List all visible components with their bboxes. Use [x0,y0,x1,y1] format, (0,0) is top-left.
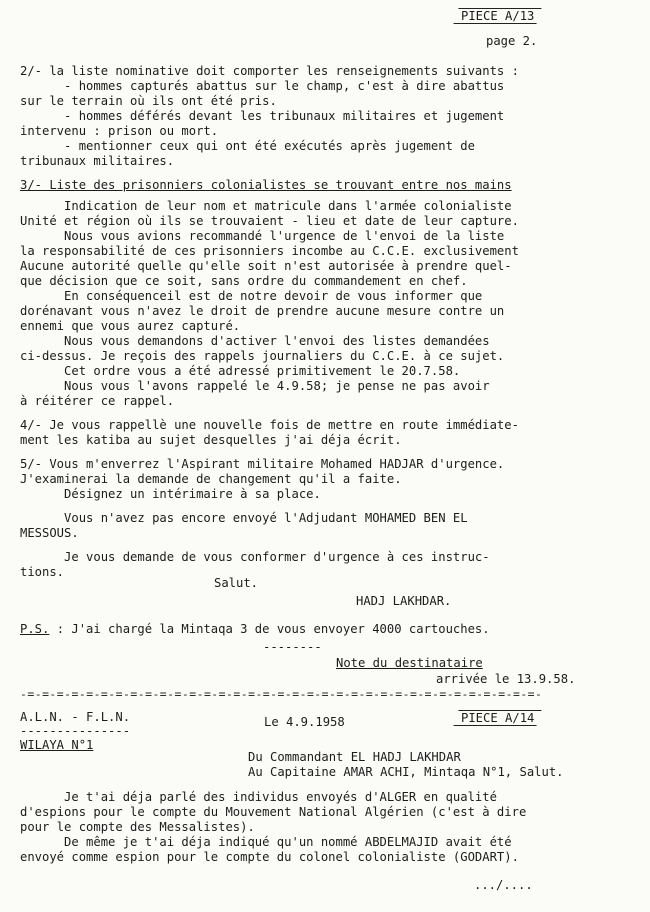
piece-label: PIECE A/13 [453,8,542,24]
piece-label-2: PIECE A/14 [453,710,542,726]
text-line: Vous n'avez pas encore envoyé l'Adjudant MOHAMED BEN EL [20,511,468,525]
text-line: Désignez un intérimaire à sa place. [20,487,321,501]
text-line: - hommes capturés abattus sur le champ, c'est à dire abattus [20,79,505,93]
letter-to: Au Capitaine AMAR ACHI, Mintaqa N°1, Salut. [248,765,564,779]
text-line: En conséquenceil est de notre devoir de vous informer que [20,289,483,303]
page-number: page 2. [486,34,538,48]
text-line: J'examinerai la demande de changement qu'il a faite. [20,472,402,486]
text-line: ment les katiba au sujet desquelles j'ai déja écrit. [20,433,402,447]
text-line: - hommes déférés devant les tribunaux militaires et jugement [20,109,505,123]
note-arrival: arrivée le 13.9.58. [436,672,576,686]
text-line: Je t'ai déja parlé des individus envoyés d'ALGER en qualité [20,790,497,804]
text-line: tribunaux militaires. [20,154,175,168]
text-line: intervenu : prison ou mort. [20,124,219,138]
text-line: à réitérer ce rappel. [20,394,175,408]
signature: HADJ LAKHDAR. [356,594,452,608]
letter-from: Du Commandant EL HADJ LAKHDAR [248,750,461,764]
text-line: ci-dessus. Je reçois des rappels journaliers du C.C.E. à ce sujet. [20,349,505,363]
text-line: 4/- Je vous rappellè une nouvelle fois de mettre en route immédiate- [20,418,519,432]
wilaya-label: WILAYA N°1 [20,738,94,752]
text-line: - mentionner ceux qui ont été exécutés après jugement de [20,139,475,153]
text-line: sur le terrain où ils ont été pris. [20,94,277,108]
text-line: envoyé comme espion pour le compte du colonel colonialiste (GODART). [20,850,519,864]
text-line: Aucune autorité quelle qu'elle soit n'est autorisée à prendre quel- [20,259,512,273]
text-line: tions. [20,565,65,579]
continued-marker: .../.... [474,878,533,892]
text-line: que décision que ce soit, sans ordre du commandement en chef. [20,274,468,288]
section-heading: 3/- Liste des prisonniers colonialistes se trouvant entre nos mains [20,178,512,192]
ps-label: P.S. [20,622,50,636]
note-title: Note du destinataire [336,656,483,670]
text-line: De même je t'ai déja indiqué qu'un nommé ABDELMAJID avait été [20,835,512,849]
text-line: la responsabilité de ces prisonniers incombe au C.C.E. exclusivement [20,244,519,258]
text-line: Nous vous l'avons rappelé le 4.9.58; je pense ne pas avoir [20,379,490,393]
aln-rule: --------------- [20,724,131,738]
ps-text: : J'ai chargé la Mintaqa 3 de vous envoyer 4000 cartouches. [49,622,490,636]
page-separator: -=-=-=-=-=-=-=-=-=-=-=-=-=-=-=-=-=-=-=-=-=-=-=-=-=-=-=-=-=-=-=-=-=-=-=- [20,687,543,701]
text-line: 5/- Vous m'enverrez l'Aspirant militaire Mohamed HADJAR d'urgence. [20,457,505,471]
letter-date: Le 4.9.1958 [264,715,345,729]
text-line: MESSOUS. [20,526,79,540]
text-line: Unité et région où ils se trouvaient - lieu et date de leur capture. [20,214,519,228]
text-line: Nous vous demandons d'activer l'envoi des listes demandées [20,334,490,348]
text-line: Indication de leur nom et matricule dans l'armée colonialiste [20,199,512,213]
text-line: pour le compte des Messalistes). [20,820,255,834]
closing-salut: Salut. [214,576,259,590]
text-line: dorénavant vous n'avez le droit de prendre aucune mesure contre un [20,304,505,318]
postscript [20,622,490,636]
text-line: d'espions pour le compte du Mouvement National Algérien (c'est à dire [20,805,527,819]
text-line: 2/- la liste nominative doit comporter les renseignements suivants : [20,64,519,78]
text-line: Nous vous avions recommandé l'urgence de l'envoi de la liste [20,229,505,243]
text-line: Je vous demande de vous conformer d'urgence à ces instruc- [20,550,490,564]
text-line: Cet ordre vous a été adressé primitivement le 20.7.58. [20,364,461,378]
note-dashes: -------- [263,640,322,654]
text-line: ennemi que vous aurez capturé. [20,319,241,333]
aln-header: A.L.N. - F.L.N. [20,710,131,724]
